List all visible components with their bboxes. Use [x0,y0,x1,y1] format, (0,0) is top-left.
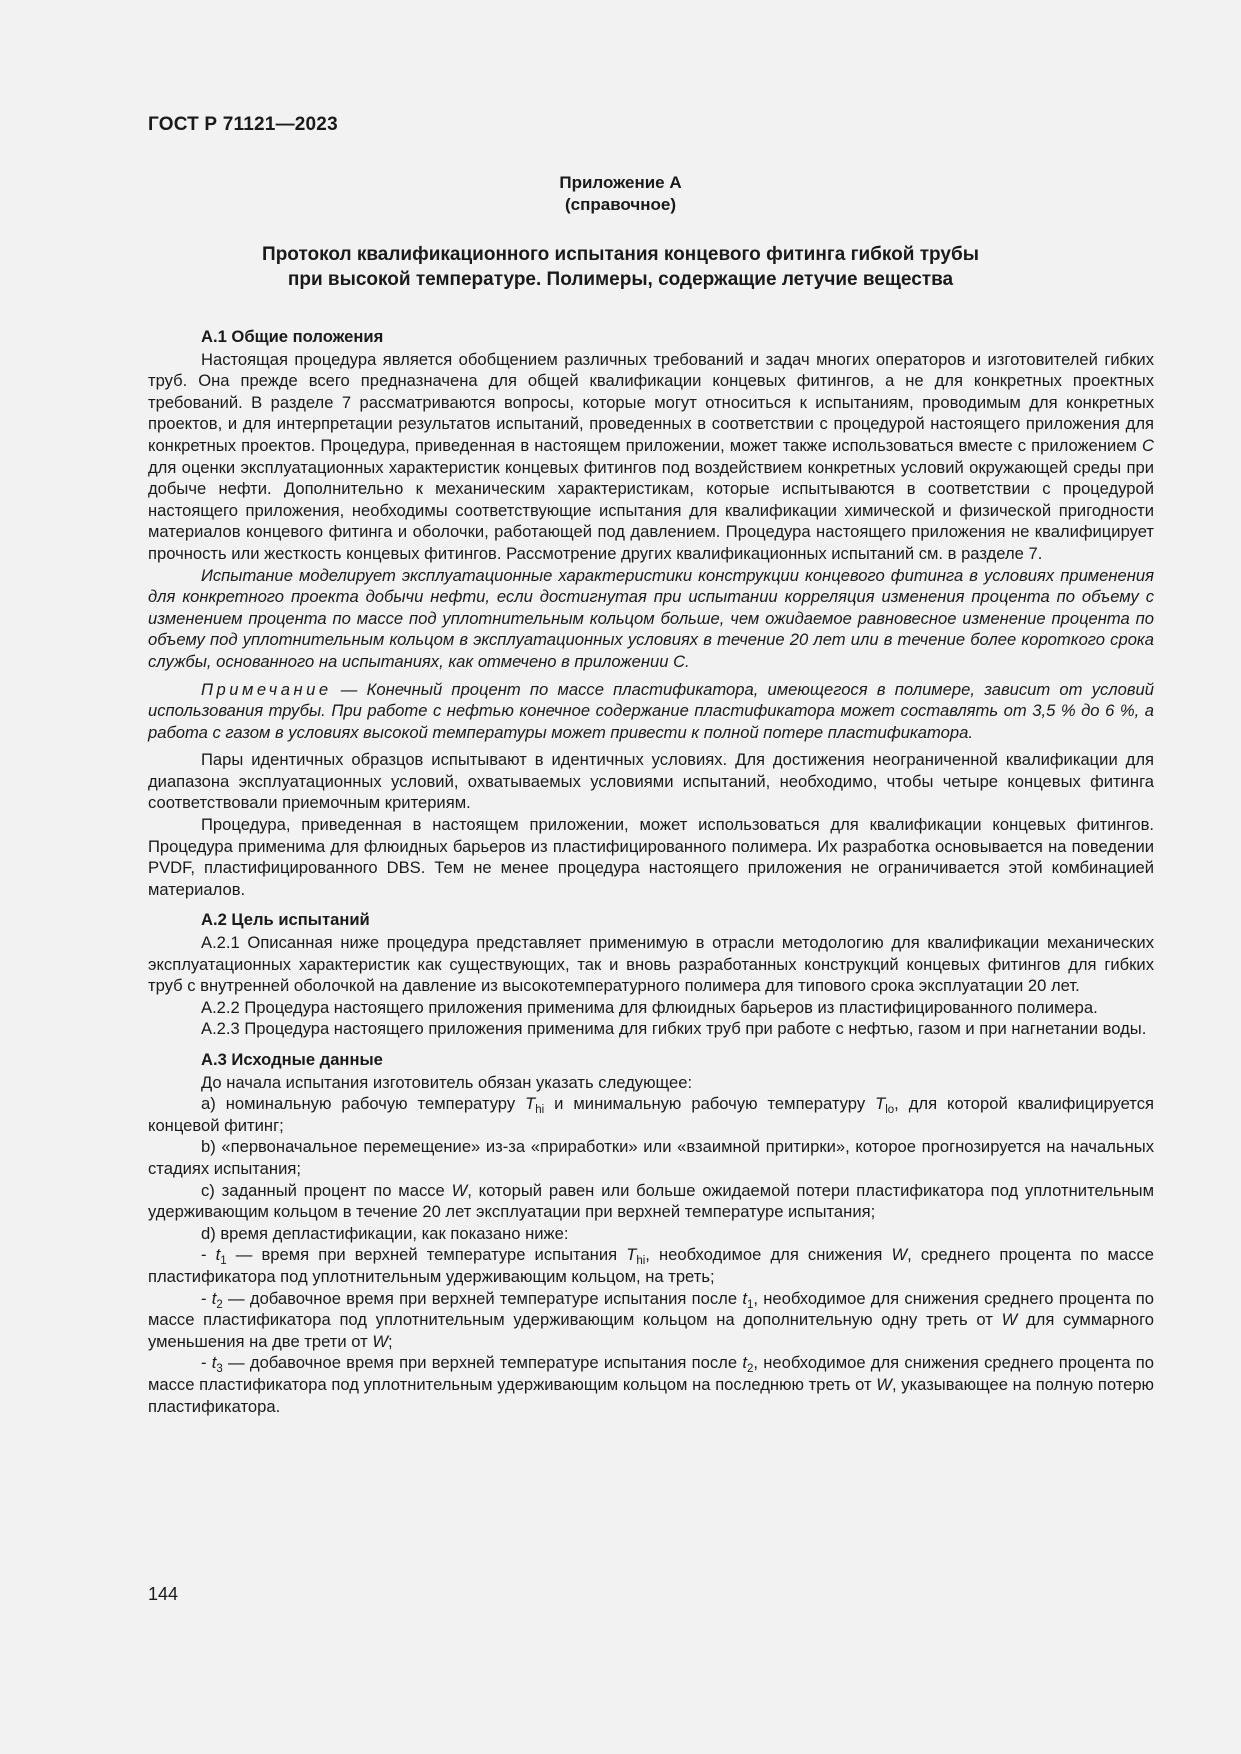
paragraph: До начала испытания изготовитель обязан указать следующее: [201,1072,693,1092]
list-item: а) номинальную рабочую температуру $T_{hi}$ и минимальную рабочую температуру $T_{lo}$, для которой квалифицируется концевой фитинг; [148,1094,1154,1135]
list-item: - $t_3$ — добавочное время при верхней температуре испытания после $t_2$, необходимое для снижения среднего процента по массе пластификатора под уплотнительным удерживающим кольцом на последнюю треть от W, указывающее на полную потерю пластификатора. [148,1353,1155,1416]
document-body [148,326,1154,1417]
page-number: 144 [148,1584,179,1604]
list-item: - $t_2$ — добавочное время при верхней температуре испытания после $t_1$, необходимое для снижения среднего процента по массе пластификатора под уплотнительным удерживающим кольцом на дополнительную одну треть от W для суммарного уменьшения на две трети от W; [148,1288,1155,1351]
list-item: c) заданный процент по массе W, который равен или больше ожидаемой потери пластификатора под уплотнительным удерживающим кольцом в течение 20 лет эксплуатации при верхней температуре испытания; [148,1180,1154,1222]
list-item: b) «первоначальное перемещение» из-за «приработки» или «взаимной притирки», которое прогнозируется на начальных стадиях испытания; [148,1137,1154,1178]
section-heading-a1: А.1 Общие положения [201,327,384,346]
appendix-label: Приложение А [559,173,682,192]
paragraph: Испытание моделирует эксплуатационные характеристики конструкции концевого фитинга в условиях применения для конкретного проекта добычи нефти, если достигнутая при испытании корреляция изменения процента по объему с изменением процента по массе под уплотнительным кольцом больше, чем ожидаемое равновесное изменение процента по объему под уплотнительным кольцом в эксплуатационных условиях в течение 20 лет или в течение более короткого срока службы, основанного на испытаниях, как отмечено в приложении С. [148,565,1154,671]
paragraph: А.2.1 Описанная ниже процедура представляет применимую в отрасли методологию для квалификации механических эксплуатационных характеристик как существующих, так и вновь разработанных конструкций концевых фитингов для гибких труб с внутренней оболочкой на давление из высокотемпературного полимера для типового срока эксплуатации 20 лет. [148,933,1154,996]
document-id-header: ГОСТ Р 71121—2023 [148,114,338,135]
paragraph: А.2.3 Процедура настоящего приложения применима для гибких труб при работе с нефтью, газом и при нагнетании воды. [201,1019,1147,1039]
section-heading-a2: А.2 Цель испытаний [201,910,370,930]
appendix-type: (справочное) [564,195,677,214]
paragraph: А.2.2 Процедура настоящего приложения применима для флюидных барьеров из пластифицированного полимера. [201,997,1098,1017]
list-item: d) время депластификации, как показано ниже: [201,1223,569,1243]
paragraph: Процедура, приведенная в настоящем приложении, может использоваться для квалификации концевых фитингов. Процедура применима для флюидных барьеров из пластифицированного полимера. Их разработка основывается на поведении PVDF, пластифицированного DBS. Тем не менее процедура настоящего приложения не ограничивается этой комбинацией материалов. [148,815,1154,899]
appendix-title [0,242,1241,292]
note-paragraph: Примечание — Конечный процент по массе пластификатора, имеющегося в полимере, зависит от условий использования трубы. При работе с нефтью конечное содержание пластификатора может составлять от 3,5 % до 6 %, а работа с газом в условиях высокой температуры может привести к полной потере пластификатора. [148,679,1154,742]
title-line-2: при высокой температуре. Полимеры, содержащие летучие вещества [287,269,954,290]
title-line-1: Протокол квалификационного испытания концевого фитинга гибкой трубы [262,244,979,265]
paragraph: Настоящая процедура является обобщением различных требований и задач многих операторов и изготовителей гибких труб. Она прежде всего предназначена для общей квалификации концевых фитингов, а не для конкретных проектных требований. В разделе 7 рассматриваются вопросы, которые могут относиться к испытаниям, проводимым для конкретных проектов, и для интерпретации результатов испытаний, проведенных в соответствии с процедурой настоящего приложения для конкретных проектов. Процедура, приведенная в настоящем приложении, может также использоваться вместе с приложением С для оценки эксплуатационных характеристик концевых фитингов под воздействием конкретных условий окружающей среды при добыче нефти. Дополнительно к механическим характеристикам, которые испытываются в соответствии с процедурой настоящего приложения, необходимы соответствующие испытания для квалификации химической и физической пригодности материалов концевого фитинга и оболочки, работающей под давлением. Процедура настоящего приложения не квалифицирует прочность или жесткость концевых фитингов. Рассмотрение других квалификационных испытаний см. в разделе 7. [148,349,1154,563]
paragraph: Пары идентичных образцов испытывают в идентичных условиях. Для достижения неограниченной квалификации для диапазона эксплуатационных условий, охватываемых условиями испытаний, необходимо, чтобы четыре концевых фитинга соответствовали приемочным критериям. [148,750,1154,813]
section-heading-a3: А.3 Исходные данные [201,1050,383,1069]
appendix-heading [0,172,1241,216]
note-label: Примечание [201,679,332,699]
list-item: - $t_1$ — время при верхней температуре испытания $T_{hi}$, необходимое для снижения W, среднего процента по массе пластификатора под уплотнительным удерживающим кольцом, на треть; [148,1245,1155,1286]
